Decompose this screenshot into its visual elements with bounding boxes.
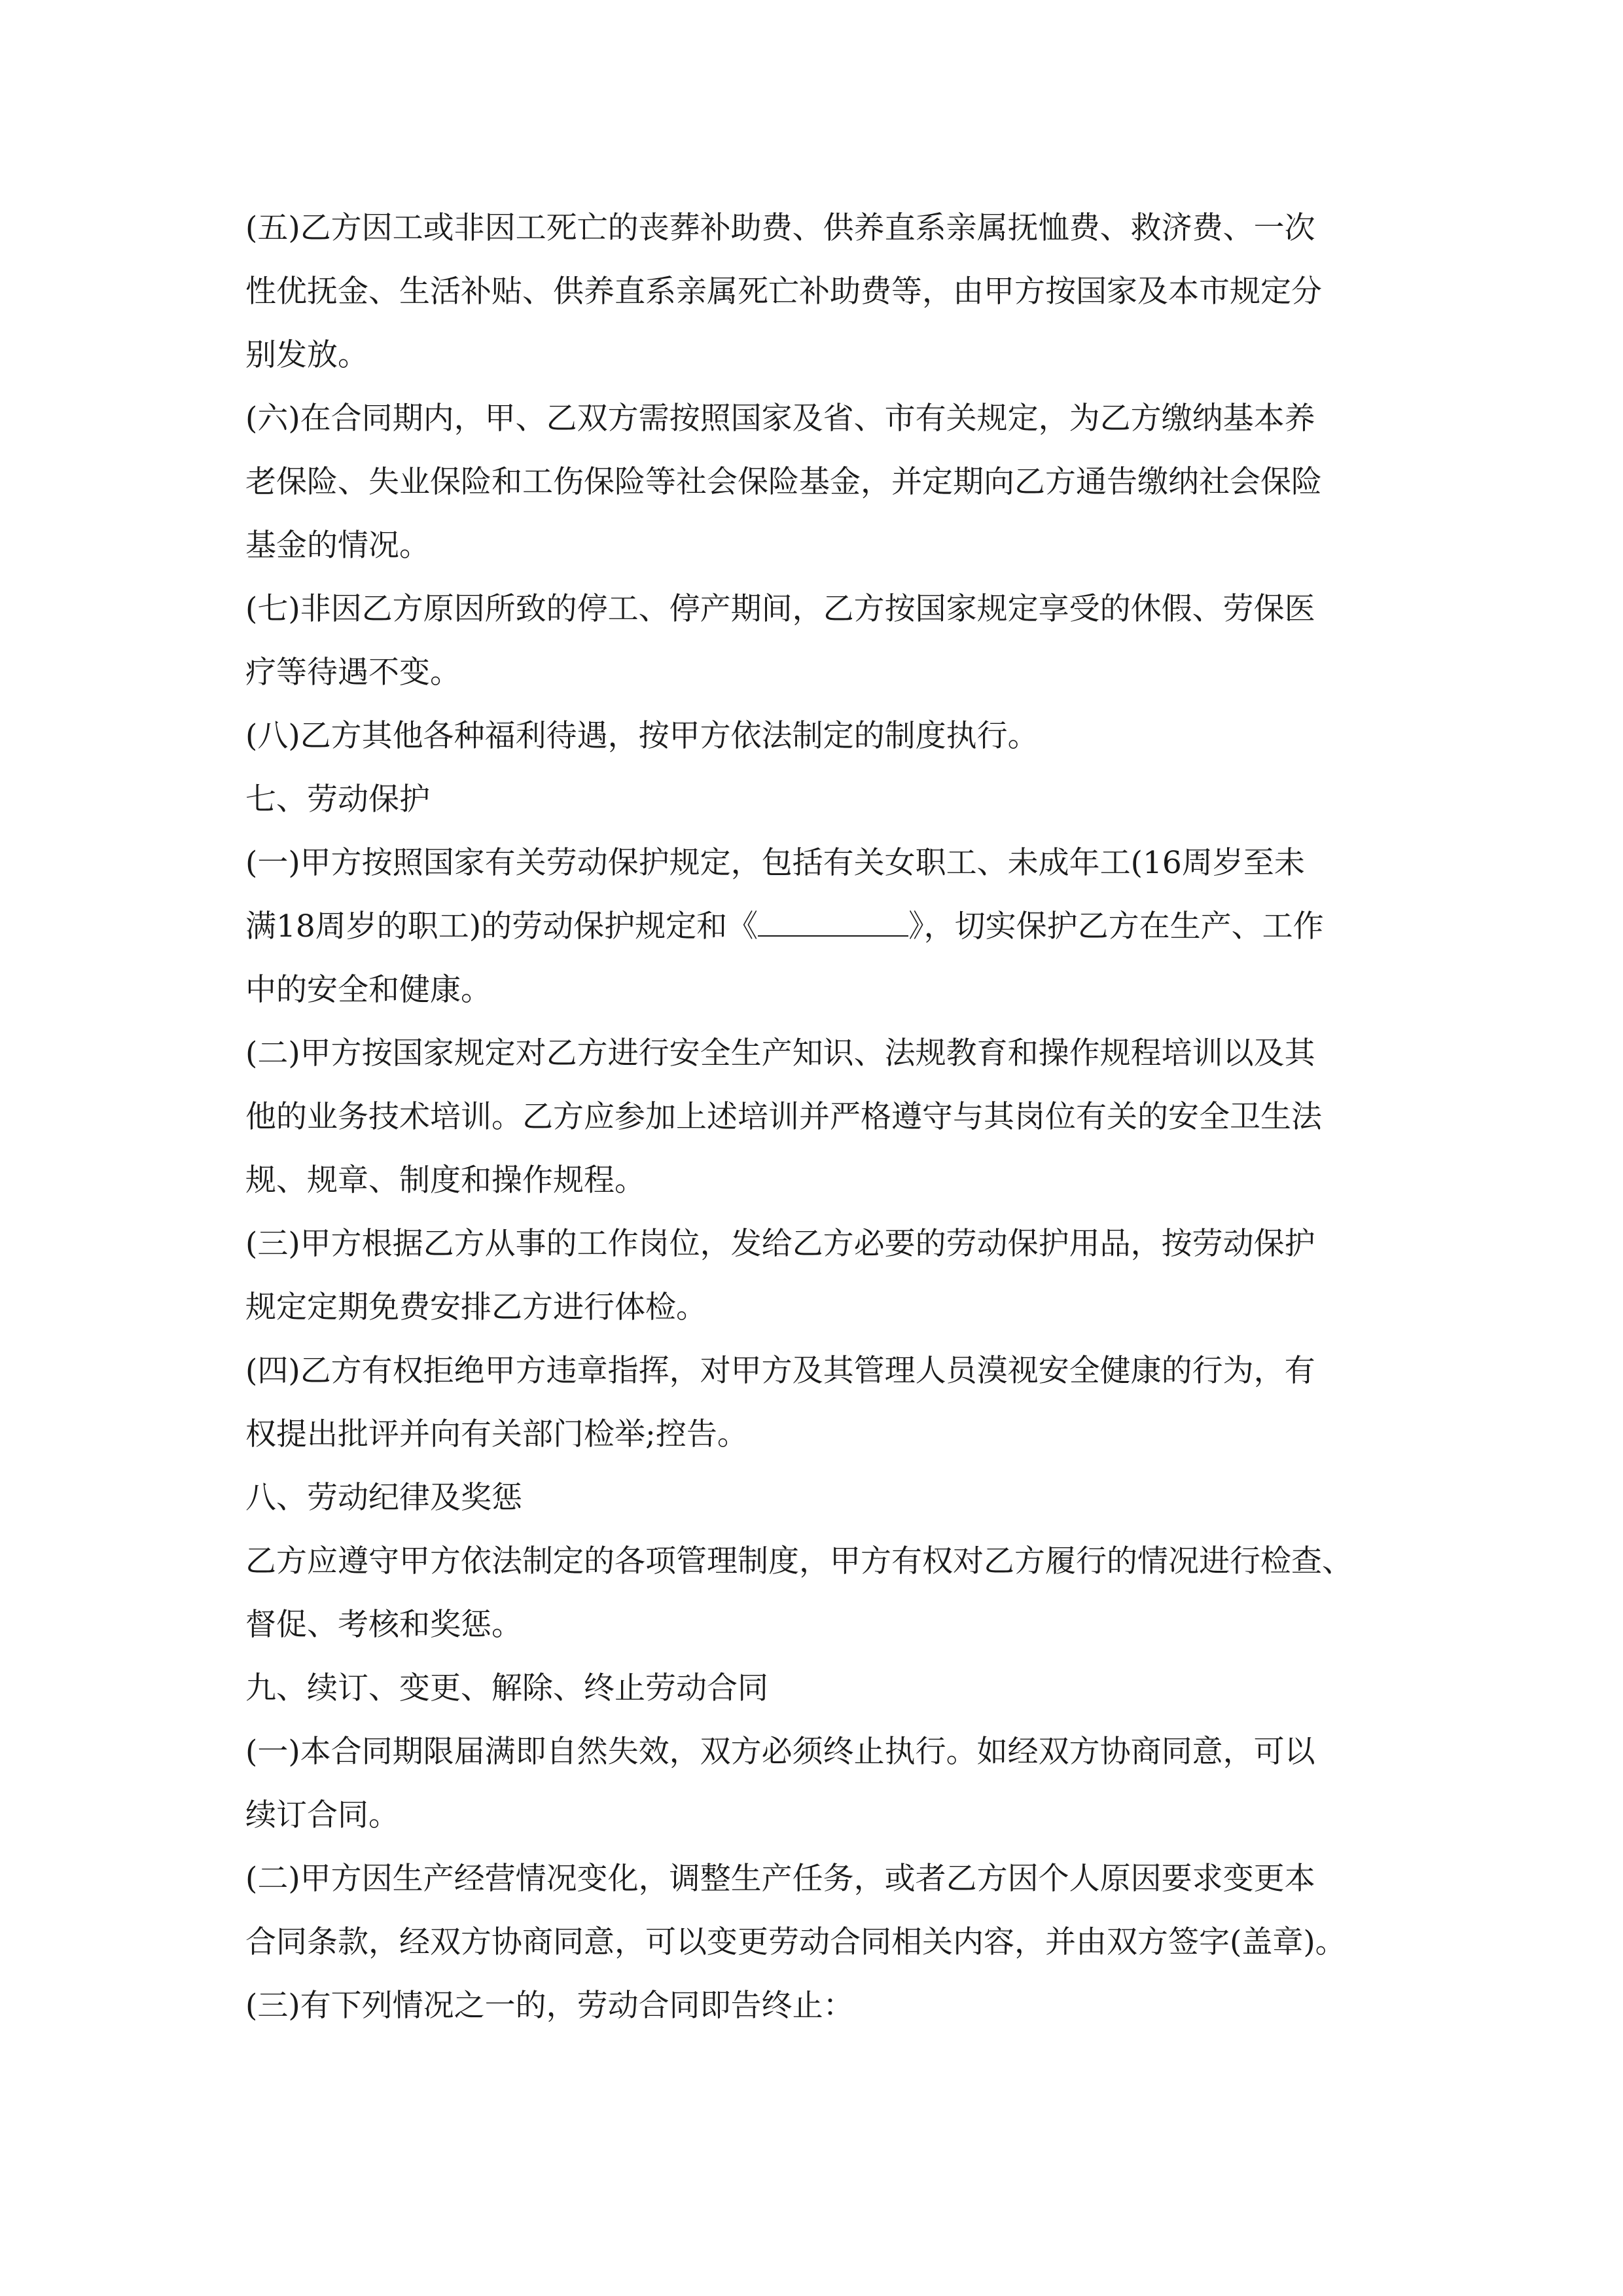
text-line: (一)甲方按照国家有关劳动保护规定，包括有关女职工、未成年工(16周岁至未 [245,845,1305,881]
text-line: (八)乙方其他各种福利待遇，按甲方依法制定的制度执行。 [245,718,1039,754]
text-line: (四)乙方有权拒绝甲方违章指挥，对甲方及其管理人员漠视安全健康的行为，有 [245,1353,1315,1389]
text-line-with-blank [245,895,1384,958]
text-line: 中的安全和健康。 [245,972,491,1008]
text-line: (五)乙方因工或非因工死亡的丧葬补助费、供养直系亲属抚恤费、救济费、一次 [245,210,1315,246]
text-line: 性优抚金、生活补贴、供养直系亲属死亡补助费等，由甲方按国家及本市规定分 [245,274,1322,310]
text-segment: 满18周岁的职工)的劳动保护规定和《 [245,908,758,944]
text-line: 规、规章、制度和操作规程。 [245,1162,645,1198]
text-line: (一)本合同期限届满即自然失效，双方必须终止执行。如经双方协商同意，可以 [245,1734,1315,1770]
contract-text [245,196,1384,2037]
text-line: 权提出批评并向有关部门检举;控告。 [245,1416,748,1452]
fill-in-blank[interactable] [758,909,908,937]
text-line: 老保险、失业保险和工伤保险等社会保险基金，并定期向乙方通告缴纳社会保险 [245,464,1322,500]
text-line: 合同条款，经双方协商同意，可以变更劳动合同相关内容，并由双方签字(盖章)。 [245,1924,1346,1960]
text-line: (二)甲方因生产经营情况变化，调整生产任务，或者乙方因个人原因要求变更本 [245,1861,1315,1897]
text-line: 续订合同。 [245,1797,399,1833]
text-line: 督促、考核和奖惩。 [245,1607,522,1643]
text-line: 规定定期免费安排乙方进行体检。 [245,1289,707,1325]
section-heading: 八、劳动纪律及奖惩 [245,1480,522,1516]
text-line: 疗等待遇不变。 [245,655,461,691]
text-line: 基金的情况。 [245,528,430,564]
text-line: 他的业务技术培训。乙方应参加上述培训并严格遵守与其岗位有关的安全卫生法 [245,1099,1322,1135]
text-line: (三)甲方根据乙方从事的工作岗位，发给乙方必要的劳动保护用品，按劳动保护 [245,1226,1315,1262]
section-heading: 七、劳动保护 [245,781,430,817]
text-segment: 》，切实保护乙方在生产、工作 [908,908,1324,944]
text-line: (二)甲方按国家规定对乙方进行安全生产知识、法规教育和操作规程培训以及其 [245,1035,1315,1071]
text-line: (七)非因乙方原因所致的停工、停产期间，乙方按国家规定享受的休假、劳保医 [245,591,1315,627]
text-line: 别发放。 [245,337,368,373]
text-line: 乙方应遵守甲方依法制定的各项管理制度，甲方有权对乙方履行的情况进行检查、 [245,1543,1353,1579]
text-line: (六)在合同期内，甲、乙双方需按照国家及省、市有关规定，为乙方缴纳基本养 [245,401,1315,437]
section-heading: 九、续订、变更、解除、终止劳动合同 [245,1670,768,1706]
text-line: (三)有下列情况之一的，劳动合同即告终止： [245,1988,854,2024]
